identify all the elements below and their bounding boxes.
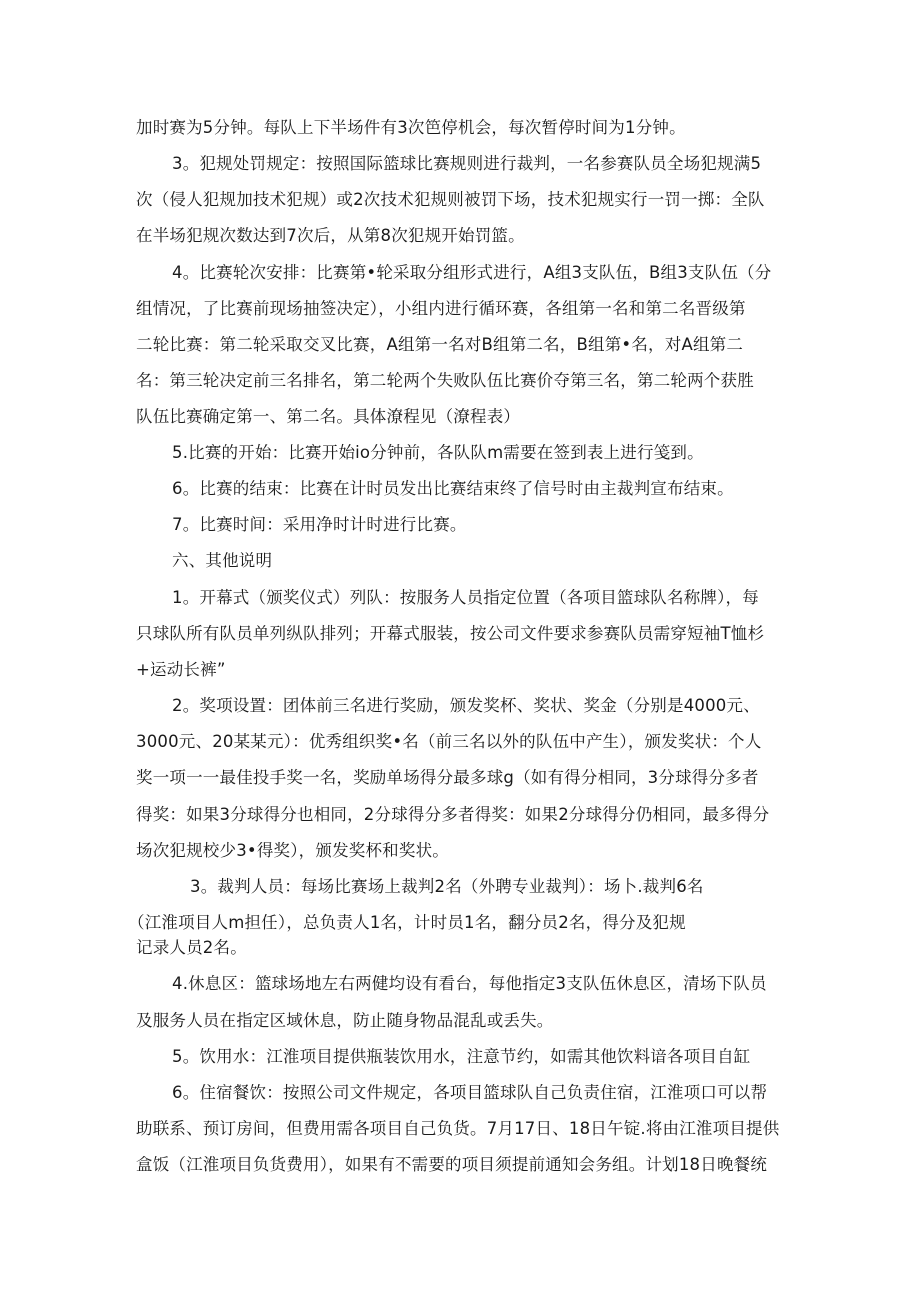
text-line: 3。犯规处罚规定：按照国际篮球比赛规则进行裁判，一名参赛队员全场犯规满5 bbox=[172, 154, 762, 173]
text-line: 1。开幕式（颁奖仪式）列队：按服务人员指定位置（各项目篮球队名称牌），每 bbox=[172, 588, 759, 607]
text-line: 4.休息区：篮球场地左右两健均设有看台，每他指定3支队伍休息区，清场下队员 bbox=[172, 974, 767, 993]
text-line: 助联系、预订房间，但费用需各项目自己负货。7月17日、18日午锭.将由江淮项目提供 bbox=[136, 1119, 780, 1138]
text-line: 次（侵人犯规加技术犯规）或2次技术犯规则被罚下场，技术犯规实行一罚一掷：全队 bbox=[136, 190, 765, 209]
text-line: 场次犯规校少3•得奖），颁发奖杯和奖状。 bbox=[136, 841, 449, 860]
text-line: 3。裁判人员：每场比赛场上裁判2名（外聘专业裁判）：场卜.裁判6名 bbox=[190, 877, 704, 896]
text-line: 记录人员2名。 bbox=[136, 938, 247, 957]
text-line: 3000元、20某某元）：优秀组织奖•名（前三名以外的队伍中产生），颁发奖状：个人 bbox=[136, 732, 762, 751]
text-line: 2。奖项设置：团体前三名进行奖励，颁发奖杯、奖状、奖金（分别是4000元、 bbox=[172, 696, 760, 715]
text-line: 6。住宿餐饮：按照公司文件规定，各项目篮球队自己负责住宿，江淮项口可以帮 bbox=[172, 1083, 768, 1102]
text-line: 5。饮用水：江淮项目提供瓶装饮用水，注意节约，如需其他饮料谙各项目自缸 bbox=[172, 1047, 751, 1066]
text-line: 5.比赛的开始：比赛开始io分钟前，各队队m需要在签到表上进行笺到。 bbox=[172, 443, 704, 462]
text-line: 队伍比赛确定第一、第二名。具体潦程见（潦程表） bbox=[136, 407, 521, 426]
text-line: +运动长裤” bbox=[136, 660, 226, 679]
text-line: 6。比赛的结束：比赛在计时员发出比赛结束终了信号时由主裁判宣布结束。 bbox=[172, 479, 734, 498]
text-line: 得奖：如果3分球得分也相同，2分球得分多者得奖：如果2分球得分仍相同，最多得分 bbox=[136, 805, 770, 824]
text-line: 4。比赛轮次安排：比赛第•轮采取分组形式进行，A组3支队伍，B组3支队伍（分 bbox=[172, 263, 772, 282]
text-line: 及服务人员在指定区域休息，防止随身物品混乱或丢失。 bbox=[136, 1011, 554, 1030]
text-line: 二轮比赛：第二轮采取交叉比赛，A组第一名对B组第二名，B组第•名，对A组第二 bbox=[136, 335, 744, 354]
section-heading: 六、其他说明 bbox=[172, 551, 273, 570]
text-line: 加时赛为5分钟。每队上下半场件有3次笆停机会，每次暂停时间为1分钟。 bbox=[136, 118, 686, 137]
text-line: 奖一项一一最佳投手奖一名，奖励单场得分最多球g（如有得分相同，3分球得分多者 bbox=[136, 768, 759, 787]
text-line: 只球队所有队员单列纵队排列；开幕式服装，按公司文件要求参赛队员需穿短袖T恤杉 bbox=[136, 624, 765, 643]
text-line: 7。比赛时间：采用净时计时进行比赛。 bbox=[172, 515, 467, 534]
text-line: 名：第三轮决定前三名排名，第二轮两个失败队伍比赛价夺第三名，第二轮两个获胜 bbox=[136, 371, 754, 390]
text-line: 在半场犯规次数达到7次后，从第8次犯规开始罚篮。 bbox=[136, 226, 525, 245]
text-line: （江淮项目人m担任），总负责人1名，计时员1名，翻分员2名，得分及犯规 bbox=[128, 913, 686, 932]
text-line: 盒饭（江淮项目负货费用），如果有不需要的项目须提前通知会务组。计划18日晚餐统 bbox=[136, 1155, 768, 1174]
text-line: 组情况，了比赛前现场抽签决定），小组内进行循环赛，各组第一名和第二名晋级第 bbox=[136, 299, 746, 318]
